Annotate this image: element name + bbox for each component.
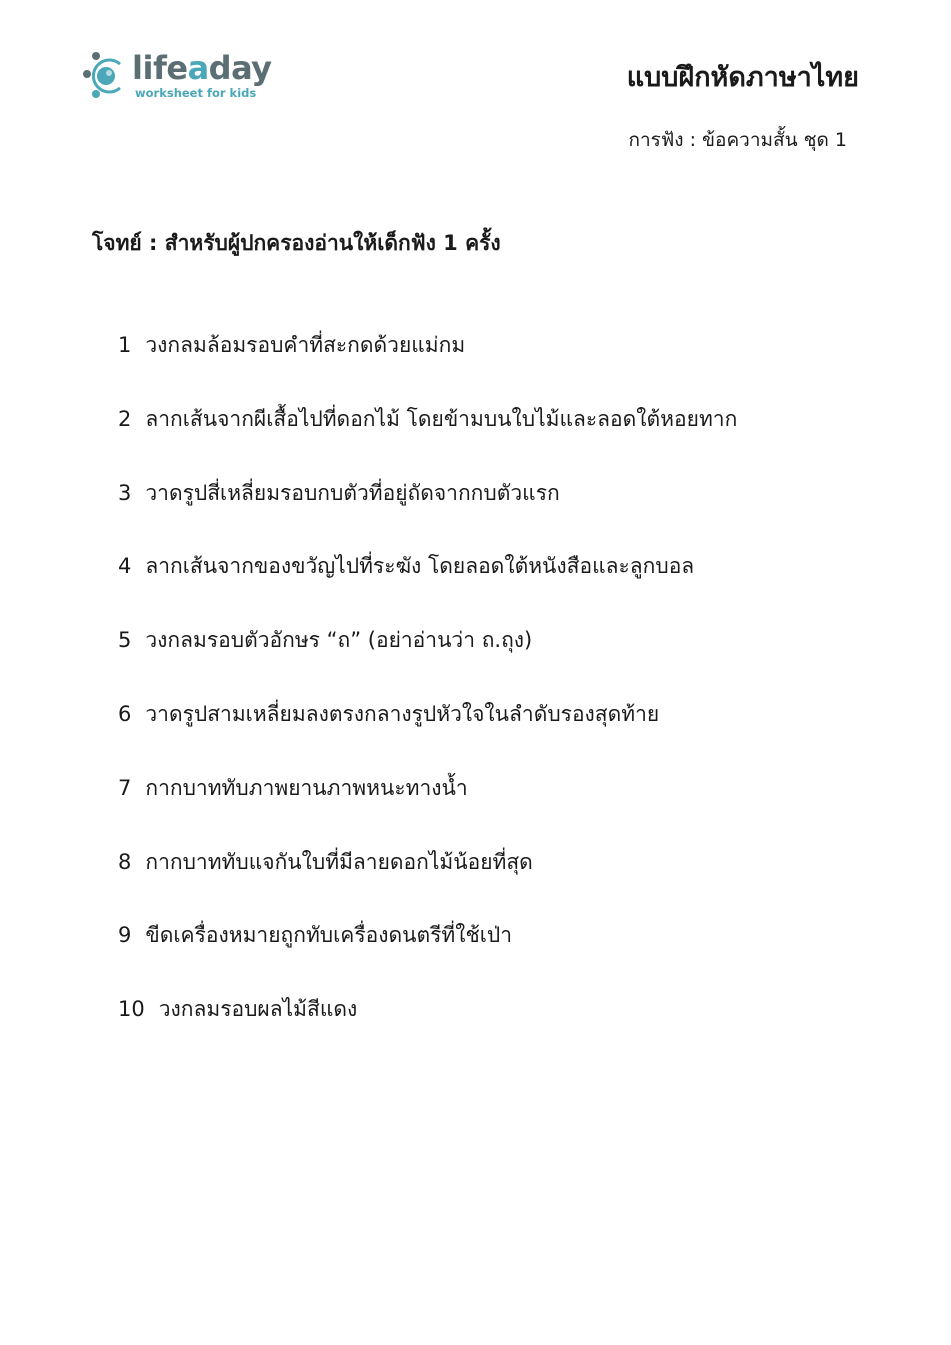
exercise-text: วาดรูปสี่เหลี่ยมรอบกบตัวที่อยู่ถัดจากกบตัวแรก xyxy=(145,480,560,505)
exercise-item xyxy=(118,992,737,1066)
exercise-text: กากบาททับภาพยานภาพหนะทางน้ำ xyxy=(145,775,468,800)
exercise-text: วงกลมรอบผลไม้สีแดง xyxy=(158,997,358,1022)
exercise-item xyxy=(118,623,737,697)
exercise-item xyxy=(118,771,737,845)
exercise-text: วงกลมล้อมรอบคำที่สะกดด้วยแม่กม xyxy=(145,333,466,357)
exercise-item xyxy=(118,328,737,402)
exercise-number: 3 xyxy=(118,480,132,505)
exercise-item xyxy=(118,402,737,476)
exercise-item xyxy=(118,476,737,550)
logo-wordmark: lifeaday xyxy=(132,49,272,87)
exercise-text: วาดรูปสามเหลี่ยมลงตรงกลางรูปหัวใจในลำดับรองสุดท้าย xyxy=(145,701,660,726)
exercise-text: ลากเส้นจากผีเสื้อไปที่ดอกไม้ โดยข้ามบนใบไม้และลอดใต้หอยทาก xyxy=(145,406,738,431)
exercise-number: 5 xyxy=(118,628,132,653)
exercise-text: กากบาททับแจกันใบที่มีลายดอกไม้น้อยที่สุด xyxy=(145,849,533,874)
exercise-number: 8 xyxy=(118,849,132,874)
exercise-number: 9 xyxy=(118,923,132,948)
logo-tagline: worksheet for kids xyxy=(135,86,257,100)
exercise-number: 1 xyxy=(118,333,132,357)
exercise-number: 7 xyxy=(118,775,132,800)
lifeaday-logo xyxy=(82,48,272,104)
exercise-item xyxy=(118,697,737,771)
exercise-item xyxy=(118,549,737,623)
exercise-list xyxy=(118,328,737,1066)
exercise-number: 6 xyxy=(118,701,132,726)
exercise-item xyxy=(118,918,737,992)
exercise-text: วงกลมรอบตัวอักษร “ถ” (อย่าอ่านว่า ถ.ถุง) xyxy=(145,628,533,653)
exercise-item xyxy=(118,845,737,919)
molecule-logo-icon xyxy=(82,50,130,100)
instruction-text: โจทย์ : สำหรับผู้ปกครองอ่านให้เด็กฟัง 1 ครั้ง xyxy=(92,231,501,255)
exercise-text: ขีดเครื่องหมายถูกทับเครื่องดนตรีที่ใช้เป่า xyxy=(145,923,513,948)
exercise-number: 2 xyxy=(118,406,132,431)
exercise-text: ลากเส้นจากของขวัญไปที่ระฆัง โดยลอดใต้หนังสือและลูกบอล xyxy=(145,554,695,579)
exercise-number: 10 xyxy=(118,997,145,1022)
page-title: แบบฝึกหัดภาษาไทย xyxy=(626,62,859,93)
page-subtitle: การฟัง : ข้อความสั้น ชุด 1 xyxy=(628,129,847,151)
exercise-number: 4 xyxy=(118,554,132,579)
